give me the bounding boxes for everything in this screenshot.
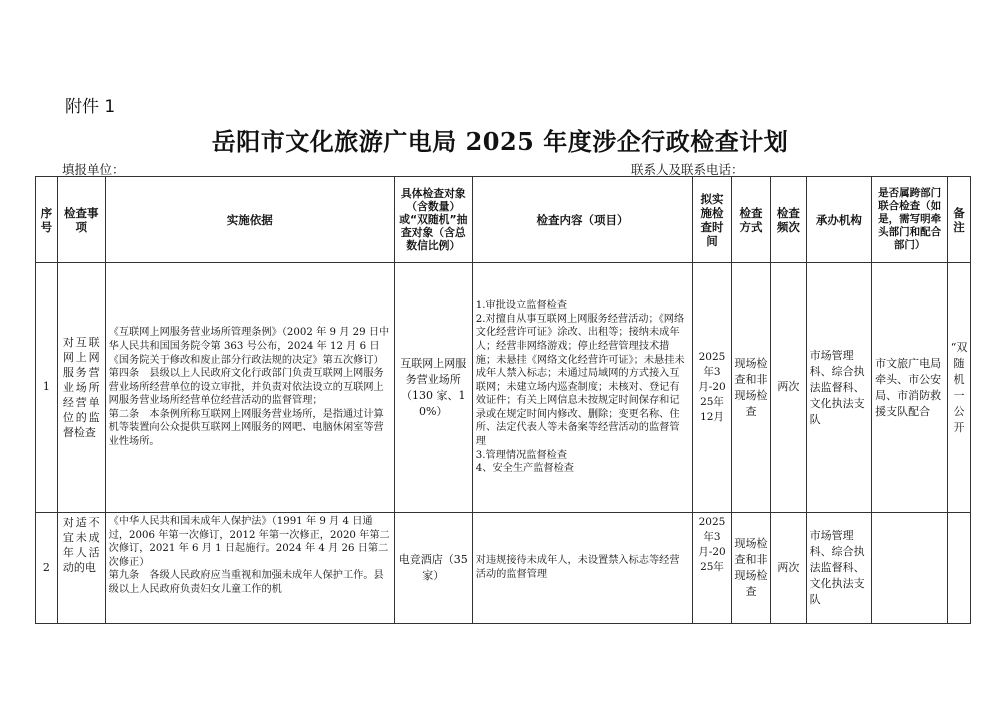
header-method: 检查方式 (731, 177, 771, 263)
row-content (472, 513, 692, 624)
row-item-text: 对适不宜未成年人活动的电 (62, 516, 100, 574)
row-target: 电竞酒店（35 家） (394, 513, 472, 624)
row-item (57, 513, 105, 624)
header-target: 具体检查对象（含数量）或“双随机”抽查对象（含总数信比例） (394, 177, 472, 263)
row-note: “双随机一公开 (948, 263, 971, 513)
row-time (693, 513, 731, 624)
row-basis (105, 513, 394, 624)
row-no: 2 (36, 513, 58, 624)
header-item: 检查事项 (57, 177, 105, 263)
row-no: 1 (36, 263, 58, 513)
content-line: 3.管理情况监督检查 (475, 449, 568, 461)
row-target: 互联网上网服务营业场所（130 家、10%） (394, 263, 472, 513)
basis-paragraph: 第九条 各级人民政府应当重视和加强未成年人保护工作。县级以上人民政府负责妇女儿童工作的机 (108, 570, 384, 595)
table-header-row (36, 177, 971, 263)
basis-paragraph: 《中华人民共和国未成年人保护法》（1991 年 9 月 4 日通过，2006 年第一次修订，2012 年第一次修正，2020 年第二次修订，2021 年 6 月 1 日起施行。2024 年 4 月 26 日第二次修正） (108, 516, 390, 568)
content-line: 1.审批设立监督检查 (475, 300, 568, 312)
attachment-label: 附件 1 (65, 97, 116, 117)
row-agency: 市场管理科、综合执法监督科、文化执法支队 (806, 263, 872, 513)
row-joint (872, 513, 948, 624)
content-line: 4、安全生产监督检查 (475, 463, 574, 475)
row-note (948, 513, 971, 624)
contact-label: 联系人及联系电话： (631, 162, 744, 177)
header-no: 序号 (36, 177, 58, 263)
fill-unit-label: 填报单位： (62, 162, 125, 177)
row-freq: 两次 (771, 263, 806, 513)
row-content (472, 263, 692, 513)
row-agency: 市场管理科、综合执法监督科、文化执法支队 (806, 513, 872, 624)
table-row (36, 513, 971, 624)
header-note: 备注 (948, 177, 971, 263)
basis-paragraph: 第二条 本条例所称互联网上网服务营业场所，是指通过计算机等装置向公众提供互联网上网服务的网吧、电脑休闲室等营业性场所。 (108, 408, 384, 448)
content-line: 对违规接待未成年人，未设置禁入标志等经营活动的监督管理 (475, 555, 680, 580)
basis-paragraph: 《互联网上网服务营业场所管理条例》（2002 年 9 月 29 日中华人民共和国国务院令第 363 号公布，2024 年 12 月 6 日《国务院关于修改和废止部分行政法规的决定》第五次修订） (108, 327, 390, 366)
row-method: 现场检查和非现场检查 (731, 513, 771, 624)
header-content: 检查内容（项目） (472, 177, 692, 263)
row-method: 现场检查和非现场检查 (731, 263, 771, 513)
row-joint: 市文旅广电局牵头、市公安局、市消防救援支队配合 (872, 263, 948, 513)
basis-paragraph: 第四条 县级以上人民政府文化行政部门负责互联网上网服务营业场所经营单位的设立审批，并负责对依法设立的互联网上网服务营业场所经营单位经营活动的监督管理； (108, 368, 384, 407)
row-time-text: 2025年3月-2025年 (698, 516, 726, 573)
document-title: 岳阳市文化旅游广电局 2025 年度涉企行政检查计划 (211, 127, 789, 156)
row-basis (105, 263, 394, 513)
table-row (36, 263, 971, 513)
content-line: 2.对擅自从事互联网上网服务经营活动；《网络文化经营许可证》涂改、出租等；接纳未成年人；经营非网络游戏；停止经营管理技术措施；未悬挂《网络文化经营许可证》；未悬挂未成年人禁入标志；未通过局域网的方式接入互联网；未建立场内巡查制度；未核对、登记有效证件；有关上网信息未按规定时间保存和记录或在规定时间内修改、删除；变更名称、住所、法定代表人等未备案等经营活动的监督管理 (475, 313, 685, 448)
header-basis: 实施依据 (105, 177, 394, 263)
row-time: 2025年3月-2025年12月 (693, 263, 731, 513)
header-joint: 是否属跨部门联合检查（如是，需写明牵头部门和配合部门） (872, 177, 948, 263)
row-freq: 两次 (771, 513, 806, 624)
inspection-plan-table (35, 176, 971, 624)
header-freq: 检查频次 (771, 177, 806, 263)
header-time: 拟实施检查时间 (693, 177, 731, 263)
header-agency: 承办机构 (806, 177, 872, 263)
row-item: 对互联网上网服务营业场所经营单位的监督检查 (57, 263, 105, 513)
